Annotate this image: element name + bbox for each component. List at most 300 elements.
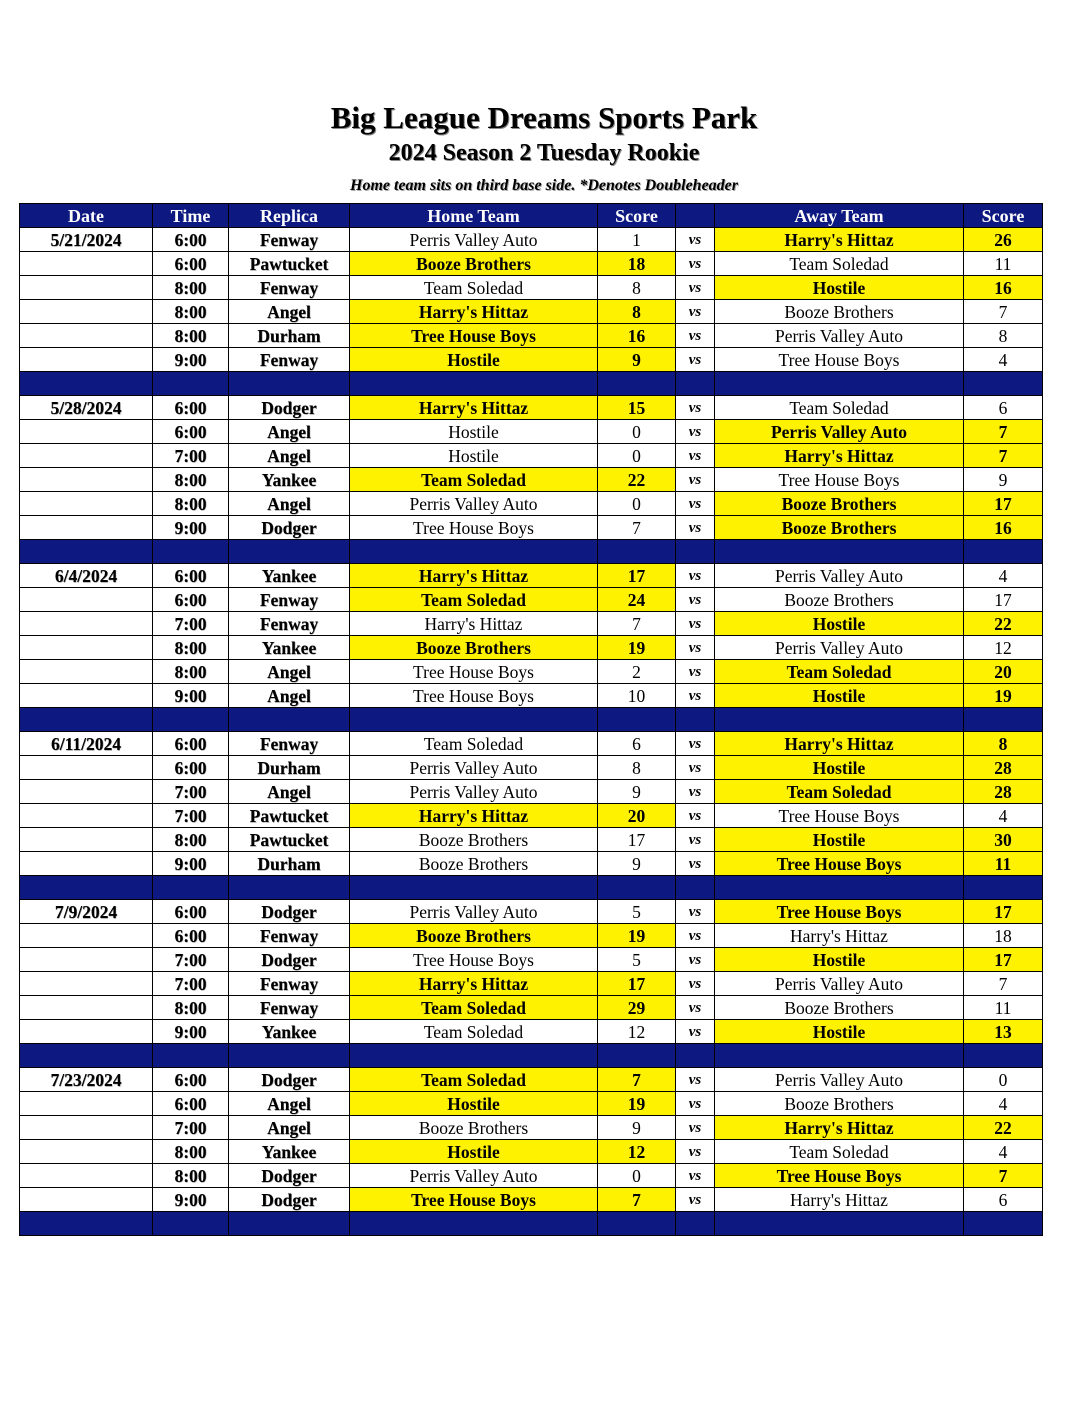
game-row: [20, 1140, 1043, 1164]
away-team: Hostile: [715, 828, 964, 852]
game-row: [20, 900, 1043, 924]
game-replica-field: Angel: [229, 492, 350, 516]
game-date: 6/4/2024: [20, 564, 153, 588]
home-team: Harry's Hittaz: [350, 300, 598, 324]
separator-cell: [598, 540, 676, 564]
game-row: [20, 972, 1043, 996]
home-team: Tree House Boys: [350, 948, 598, 972]
home-score: 29: [598, 996, 676, 1020]
home-team: Team Soledad: [350, 468, 598, 492]
game-replica-field: Dodger: [229, 1164, 350, 1188]
game-time: 6:00: [153, 564, 229, 588]
away-score: 13: [964, 1020, 1043, 1044]
vs-label: vs: [676, 420, 715, 444]
vs-label: vs: [676, 828, 715, 852]
schedule-note: Home team sits on third base side. *Denotes Doubleheader: [350, 177, 738, 194]
game-time: 8:00: [153, 996, 229, 1020]
away-score: 8: [964, 324, 1043, 348]
game-date: [20, 324, 153, 348]
home-score: 16: [598, 324, 676, 348]
separator-cell: [350, 1212, 598, 1236]
game-row: [20, 852, 1043, 876]
home-score: 22: [598, 468, 676, 492]
vs-label: vs: [676, 1164, 715, 1188]
home-score: 7: [598, 1068, 676, 1092]
separator-cell: [676, 1212, 715, 1236]
home-team: Hostile: [350, 1140, 598, 1164]
vs-label: vs: [676, 1092, 715, 1116]
game-date: [20, 468, 153, 492]
separator-cell: [20, 372, 153, 396]
game-row: [20, 1164, 1043, 1188]
game-row: [20, 660, 1043, 684]
separator-cell: [350, 540, 598, 564]
home-team: Tree House Boys: [350, 684, 598, 708]
home-team: Booze Brothers: [350, 252, 598, 276]
separator-cell: [153, 540, 229, 564]
home-team: Harry's Hittaz: [350, 564, 598, 588]
away-team: Booze Brothers: [715, 300, 964, 324]
away-team: Harry's Hittaz: [715, 732, 964, 756]
game-row: [20, 420, 1043, 444]
away-score: 17: [964, 492, 1043, 516]
game-replica-field: Durham: [229, 756, 350, 780]
away-team: Harry's Hittaz: [715, 1188, 964, 1212]
game-replica-field: Angel: [229, 780, 350, 804]
home-score: 8: [598, 756, 676, 780]
game-replica-field: Angel: [229, 660, 350, 684]
away-score: 28: [964, 780, 1043, 804]
separator-cell: [715, 540, 964, 564]
game-replica-field: Angel: [229, 444, 350, 468]
vs-label: vs: [676, 252, 715, 276]
col-header-home-team: Home Team: [350, 204, 598, 228]
home-score: 0: [598, 492, 676, 516]
game-row: [20, 636, 1043, 660]
vs-label: vs: [676, 732, 715, 756]
vs-label: vs: [676, 780, 715, 804]
away-team: Tree House Boys: [715, 348, 964, 372]
vs-label: vs: [676, 564, 715, 588]
vs-label: vs: [676, 396, 715, 420]
game-replica-field: Dodger: [229, 516, 350, 540]
game-replica-field: Fenway: [229, 276, 350, 300]
home-team: Booze Brothers: [350, 828, 598, 852]
vs-label: vs: [676, 276, 715, 300]
game-replica-field: Fenway: [229, 972, 350, 996]
home-team: Booze Brothers: [350, 924, 598, 948]
home-score: 9: [598, 780, 676, 804]
separator-cell: [229, 876, 350, 900]
home-score: 7: [598, 612, 676, 636]
game-time: 9:00: [153, 1020, 229, 1044]
game-time: 6:00: [153, 228, 229, 252]
away-team: Perris Valley Auto: [715, 420, 964, 444]
home-team: Booze Brothers: [350, 1116, 598, 1140]
home-score: 19: [598, 924, 676, 948]
separator-cell: [153, 708, 229, 732]
separator-cell: [350, 1044, 598, 1068]
game-replica-field: Durham: [229, 324, 350, 348]
game-replica-field: Dodger: [229, 1188, 350, 1212]
home-team: Hostile: [350, 348, 598, 372]
home-team: Tree House Boys: [350, 324, 598, 348]
away-team: Team Soledad: [715, 780, 964, 804]
game-date: [20, 276, 153, 300]
game-replica-field: Yankee: [229, 564, 350, 588]
game-date: [20, 636, 153, 660]
separator-cell: [676, 708, 715, 732]
game-date: [20, 492, 153, 516]
game-replica-field: Durham: [229, 852, 350, 876]
separator-cell: [153, 372, 229, 396]
away-team: Perris Valley Auto: [715, 564, 964, 588]
game-time: 6:00: [153, 900, 229, 924]
game-date: [20, 948, 153, 972]
game-row: [20, 1188, 1043, 1212]
game-replica-field: Fenway: [229, 924, 350, 948]
col-header-vs: [676, 204, 715, 228]
separator-cell: [598, 708, 676, 732]
home-team: Team Soledad: [350, 276, 598, 300]
game-date: [20, 828, 153, 852]
home-score: 5: [598, 948, 676, 972]
separator-cell: [676, 540, 715, 564]
away-score: 4: [964, 804, 1043, 828]
game-time: 9:00: [153, 684, 229, 708]
game-row: [20, 948, 1043, 972]
home-team: Perris Valley Auto: [350, 900, 598, 924]
vs-label: vs: [676, 756, 715, 780]
game-row: [20, 564, 1043, 588]
home-team: Tree House Boys: [350, 516, 598, 540]
game-date: [20, 852, 153, 876]
game-replica-field: Fenway: [229, 996, 350, 1020]
game-replica-field: Angel: [229, 1116, 350, 1140]
home-score: 5: [598, 900, 676, 924]
away-team: Perris Valley Auto: [715, 636, 964, 660]
away-score: 12: [964, 636, 1043, 660]
away-team: Tree House Boys: [715, 468, 964, 492]
game-replica-field: Angel: [229, 420, 350, 444]
away-team: Perris Valley Auto: [715, 1068, 964, 1092]
game-replica-field: Angel: [229, 684, 350, 708]
vs-label: vs: [676, 948, 715, 972]
schedule-body: [20, 228, 1043, 1236]
game-date: [20, 1116, 153, 1140]
away-team: Harry's Hittaz: [715, 444, 964, 468]
game-time: 6:00: [153, 396, 229, 420]
away-team: Tree House Boys: [715, 1164, 964, 1188]
away-score: 30: [964, 828, 1043, 852]
away-team: Team Soledad: [715, 1140, 964, 1164]
separator-cell: [229, 1044, 350, 1068]
game-date: [20, 588, 153, 612]
home-team: Perris Valley Auto: [350, 1164, 598, 1188]
schedule-table: [19, 203, 1043, 1236]
game-time: 8:00: [153, 828, 229, 852]
game-date: [20, 804, 153, 828]
game-time: 9:00: [153, 516, 229, 540]
game-time: 8:00: [153, 1140, 229, 1164]
game-row: [20, 1092, 1043, 1116]
away-score: 18: [964, 924, 1043, 948]
separator-cell: [598, 372, 676, 396]
home-team: Hostile: [350, 444, 598, 468]
game-time: 9:00: [153, 348, 229, 372]
away-team: Booze Brothers: [715, 996, 964, 1020]
away-team: Team Soledad: [715, 660, 964, 684]
home-team: Perris Valley Auto: [350, 228, 598, 252]
game-time: 6:00: [153, 420, 229, 444]
game-replica-field: Angel: [229, 300, 350, 324]
game-row: [20, 1116, 1043, 1140]
game-replica-field: Fenway: [229, 228, 350, 252]
away-score: 7: [964, 300, 1043, 324]
away-score: 7: [964, 444, 1043, 468]
game-replica-field: Yankee: [229, 468, 350, 492]
game-replica-field: Pawtucket: [229, 828, 350, 852]
vs-label: vs: [676, 996, 715, 1020]
away-team: Hostile: [715, 684, 964, 708]
away-score: 17: [964, 948, 1043, 972]
game-time: 8:00: [153, 1164, 229, 1188]
home-team: Team Soledad: [350, 588, 598, 612]
vs-label: vs: [676, 1140, 715, 1164]
col-header-away-score: Score: [964, 204, 1043, 228]
vs-label: vs: [676, 636, 715, 660]
home-score: 1: [598, 228, 676, 252]
separator-cell: [715, 876, 964, 900]
home-team: Team Soledad: [350, 996, 598, 1020]
game-row: [20, 468, 1043, 492]
separator-cell: [715, 1212, 964, 1236]
separator-cell: [350, 876, 598, 900]
away-team: Booze Brothers: [715, 516, 964, 540]
separator-cell: [964, 540, 1043, 564]
separator-cell: [715, 372, 964, 396]
game-time: 6:00: [153, 732, 229, 756]
away-score: 19: [964, 684, 1043, 708]
home-team: Harry's Hittaz: [350, 396, 598, 420]
game-time: 7:00: [153, 972, 229, 996]
separator-cell: [350, 708, 598, 732]
separator-cell: [153, 1044, 229, 1068]
vs-label: vs: [676, 684, 715, 708]
home-team: Tree House Boys: [350, 1188, 598, 1212]
col-header-date: Date: [20, 204, 153, 228]
game-row: [20, 492, 1043, 516]
vs-label: vs: [676, 972, 715, 996]
game-time: 9:00: [153, 1188, 229, 1212]
away-team: Booze Brothers: [715, 588, 964, 612]
week-separator: [20, 540, 1043, 564]
home-score: 20: [598, 804, 676, 828]
vs-label: vs: [676, 228, 715, 252]
vs-label: vs: [676, 516, 715, 540]
home-score: 12: [598, 1140, 676, 1164]
away-score: 6: [964, 1188, 1043, 1212]
separator-cell: [229, 1212, 350, 1236]
game-row: [20, 396, 1043, 420]
separator-cell: [964, 1212, 1043, 1236]
game-row: [20, 1020, 1043, 1044]
game-replica-field: Dodger: [229, 1068, 350, 1092]
week-separator: [20, 1044, 1043, 1068]
vs-label: vs: [676, 660, 715, 684]
separator-cell: [229, 372, 350, 396]
away-team: Tree House Boys: [715, 852, 964, 876]
game-row: [20, 516, 1043, 540]
game-row: [20, 684, 1043, 708]
game-date: [20, 684, 153, 708]
home-score: 19: [598, 636, 676, 660]
game-time: 7:00: [153, 948, 229, 972]
game-date: [20, 420, 153, 444]
vs-label: vs: [676, 492, 715, 516]
home-score: 18: [598, 252, 676, 276]
home-score: 15: [598, 396, 676, 420]
vs-label: vs: [676, 1020, 715, 1044]
home-score: 7: [598, 1188, 676, 1212]
home-score: 0: [598, 444, 676, 468]
vs-label: vs: [676, 324, 715, 348]
home-score: 9: [598, 1116, 676, 1140]
game-row: [20, 828, 1043, 852]
game-date: 5/28/2024: [20, 396, 153, 420]
game-replica-field: Yankee: [229, 1140, 350, 1164]
game-row: [20, 996, 1043, 1020]
game-time: 6:00: [153, 252, 229, 276]
home-score: 10: [598, 684, 676, 708]
away-team: Tree House Boys: [715, 804, 964, 828]
game-replica-field: Pawtucket: [229, 804, 350, 828]
separator-cell: [20, 708, 153, 732]
away-score: 20: [964, 660, 1043, 684]
week-separator: [20, 708, 1043, 732]
vs-label: vs: [676, 804, 715, 828]
separator-cell: [20, 1044, 153, 1068]
game-row: [20, 924, 1043, 948]
game-row: [20, 324, 1043, 348]
vs-label: vs: [676, 1116, 715, 1140]
separator-cell: [715, 708, 964, 732]
game-date: [20, 516, 153, 540]
separator-cell: [20, 876, 153, 900]
separator-cell: [20, 540, 153, 564]
game-time: 6:00: [153, 756, 229, 780]
home-score: 17: [598, 828, 676, 852]
home-team: Perris Valley Auto: [350, 780, 598, 804]
game-row: [20, 348, 1043, 372]
home-score: 8: [598, 276, 676, 300]
game-row: [20, 588, 1043, 612]
game-date: [20, 348, 153, 372]
game-time: 8:00: [153, 468, 229, 492]
separator-cell: [715, 1044, 964, 1068]
col-header-replica: Replica: [229, 204, 350, 228]
separator-cell: [676, 876, 715, 900]
separator-cell: [964, 1044, 1043, 1068]
home-team: Harry's Hittaz: [350, 612, 598, 636]
home-score: 0: [598, 1164, 676, 1188]
separator-cell: [229, 540, 350, 564]
away-team: Team Soledad: [715, 252, 964, 276]
game-time: 6:00: [153, 588, 229, 612]
game-replica-field: Yankee: [229, 1020, 350, 1044]
home-team: Team Soledad: [350, 732, 598, 756]
home-score: 8: [598, 300, 676, 324]
game-time: 7:00: [153, 612, 229, 636]
vs-label: vs: [676, 852, 715, 876]
away-score: 17: [964, 900, 1043, 924]
week-separator: [20, 876, 1043, 900]
home-score: 6: [598, 732, 676, 756]
separator-cell: [598, 1212, 676, 1236]
away-team: Harry's Hittaz: [715, 228, 964, 252]
home-team: Hostile: [350, 1092, 598, 1116]
game-time: 8:00: [153, 324, 229, 348]
away-team: Harry's Hittaz: [715, 1116, 964, 1140]
away-score: 4: [964, 1092, 1043, 1116]
home-score: 0: [598, 420, 676, 444]
game-time: 6:00: [153, 1092, 229, 1116]
away-score: 11: [964, 852, 1043, 876]
game-date: [20, 996, 153, 1020]
away-score: 7: [964, 972, 1043, 996]
vs-label: vs: [676, 348, 715, 372]
game-replica-field: Fenway: [229, 348, 350, 372]
game-time: 9:00: [153, 852, 229, 876]
game-date: [20, 972, 153, 996]
away-score: 17: [964, 588, 1043, 612]
page-title: Big League Dreams Sports Park: [330, 100, 758, 135]
game-time: 8:00: [153, 660, 229, 684]
vs-label: vs: [676, 900, 715, 924]
away-score: 22: [964, 1116, 1043, 1140]
separator-cell: [350, 372, 598, 396]
game-row: [20, 756, 1043, 780]
game-time: 6:00: [153, 1068, 229, 1092]
vs-label: vs: [676, 1188, 715, 1212]
home-team: Booze Brothers: [350, 852, 598, 876]
home-score: 12: [598, 1020, 676, 1044]
game-time: 7:00: [153, 804, 229, 828]
game-time: 6:00: [153, 924, 229, 948]
game-date: [20, 924, 153, 948]
separator-cell: [153, 876, 229, 900]
vs-label: vs: [676, 444, 715, 468]
away-score: 16: [964, 516, 1043, 540]
away-team: Hostile: [715, 1020, 964, 1044]
separator-cell: [964, 708, 1043, 732]
away-team: Hostile: [715, 756, 964, 780]
home-team: Perris Valley Auto: [350, 492, 598, 516]
separator-cell: [20, 1212, 153, 1236]
game-date: [20, 780, 153, 804]
col-header-home-score: Score: [598, 204, 676, 228]
away-score: 16: [964, 276, 1043, 300]
home-score: 17: [598, 972, 676, 996]
game-date: 5/21/2024: [20, 228, 153, 252]
away-team: Harry's Hittaz: [715, 924, 964, 948]
game-date: [20, 1020, 153, 1044]
away-team: Perris Valley Auto: [715, 324, 964, 348]
away-team: Perris Valley Auto: [715, 972, 964, 996]
away-score: 0: [964, 1068, 1043, 1092]
away-team: Hostile: [715, 948, 964, 972]
away-score: 11: [964, 996, 1043, 1020]
